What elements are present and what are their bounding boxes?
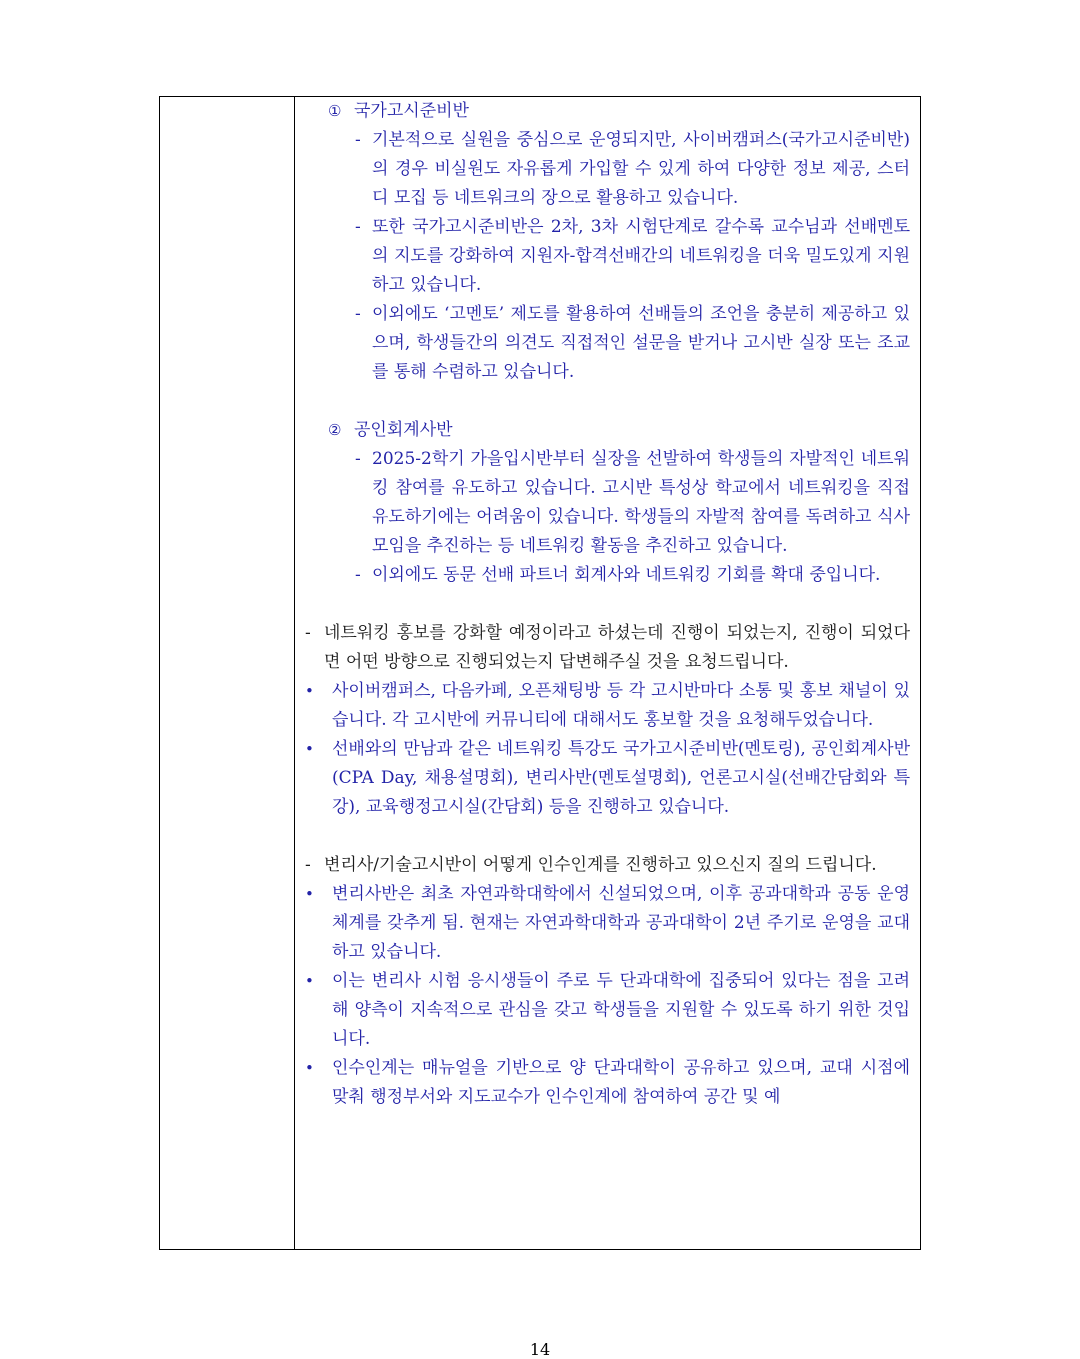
item-text: 또한 국가고시준비반은 2차, 3차 시험단계로 갈수록 교수님과 선배멘토의 지도를 강화하여 지원자-합격선배간의 네트워킹을 더욱 밀도있게 지원하고 있습니다.	[372, 217, 910, 295]
answer-text: 이는 변리사 시험 응시생들이 주로 두 단과대학에 집중되어 있다는 점을 고려해 양측이 지속적으로 관심을 갖고 학생들을 지원할 수 있도록 하기 위한 것입니다.	[332, 971, 910, 1049]
item-text: 2025-2학기 가을입시반부터 실장을 선발하여 학생들의 자발적인 네트워킹 참여를 유도하고 있습니다. 고시반 특성상 학교에서 네트워킹을 직접 유도하기에는 어려움이 있습니다. 학생들의 자발적 참여를 독려하고 식사 모임을 추진하는 등 네트워킹 활동을 추진하고 있습니다.	[372, 449, 910, 556]
answer-item	[295, 967, 920, 1054]
answer-item	[295, 677, 920, 735]
dash-mark: -	[355, 449, 361, 469]
bullet-mark: •	[305, 885, 314, 903]
dash-mark: -	[355, 565, 361, 585]
section-heading-exam-prep	[295, 97, 920, 126]
heading-number: ①	[328, 102, 342, 120]
question-text: 네트워킹 홍보를 강화할 예정이라고 하셨는데 진행이 되었는지, 진행이 되었다면 어떤 방향으로 진행되었는지 답변해주실 것을 요청드립니다.	[324, 623, 910, 672]
dash-mark: -	[355, 217, 361, 237]
spacer	[295, 387, 920, 416]
heading-number: ②	[328, 421, 342, 439]
table-left-column	[160, 97, 295, 1249]
answer-item	[295, 1054, 920, 1112]
list-item	[295, 126, 920, 213]
heading-text: 공인회계사반	[354, 420, 453, 440]
answer-text: 인수인계는 매뉴얼을 기반으로 양 단과대학이 공유하고 있으며, 교대 시점에 맞춰 행정부서와 지도교수가 인수인계에 참여하여 공간 및 예	[332, 1058, 910, 1107]
bullet-mark: •	[305, 682, 314, 700]
list-item	[295, 213, 920, 300]
document-table	[159, 96, 921, 1250]
question-promo	[295, 619, 920, 677]
page-number: 14	[529, 1340, 551, 1359]
dash-mark: -	[305, 855, 311, 875]
item-text: 기본적으로 실원을 중심으로 운영되지만, 사이버캠퍼스(국가고시준비반)의 경우 비실원도 자유롭게 가입할 수 있게 하여 다양한 정보 제공, 스터디 모집 등 네트워크의 장으로 활용하고 있습니다.	[372, 130, 910, 208]
spacer	[295, 822, 920, 851]
item-text: 이외에도 ‘고멘토’ 제도를 활용하여 선배들의 조언을 충분히 제공하고 있으며, 학생들간의 의견도 직접적인 설문을 받거나 고시반 실장 또는 조교를 통해 수렴하고 있습니다.	[372, 304, 910, 382]
table-right-column	[295, 97, 920, 1249]
dash-mark: -	[355, 130, 361, 150]
list-item	[295, 561, 920, 590]
answer-text: 변리사반은 최초 자연과학대학에서 신설되었으며, 이후 공과대학과 공동 운영 체계를 갖추게 됨. 현재는 자연과학대학과 공과대학이 2년 주기로 운영을 교대하고 있습니다.	[332, 884, 910, 962]
bullet-mark: •	[305, 740, 314, 758]
answer-item	[295, 735, 920, 822]
dash-mark: -	[355, 304, 361, 324]
answer-text: 선배와의 만남과 같은 네트워킹 특강도 국가고시준비반(멘토링), 공인회계사반(CPA Day, 채용설명회), 변리사반(멘토설명회), 언론고시실(선배간담회와 특강), 교육행정고시실(간담회) 등을 진행하고 있습니다.	[332, 739, 910, 817]
cell-content	[295, 97, 920, 1112]
answer-item	[295, 880, 920, 967]
list-item	[295, 445, 920, 561]
section-heading-cpa	[295, 416, 920, 445]
answer-text: 사이버캠퍼스, 다음카페, 오픈채팅방 등 각 고시반마다 소통 및 홍보 채널이 있습니다. 각 고시반에 커뮤니티에 대해서도 홍보할 것을 요청해두었습니다.	[332, 681, 910, 730]
item-text: 이외에도 동문 선배 파트너 회계사와 네트워킹 기회를 확대 중입니다.	[372, 565, 881, 585]
list-item	[295, 300, 920, 387]
bullet-mark: •	[305, 972, 314, 990]
question-text: 변리사/기술고시반이 어떻게 인수인계를 진행하고 있으신지 질의 드립니다.	[324, 855, 877, 875]
heading-text: 국가고시준비반	[354, 101, 469, 121]
question-patent	[295, 851, 920, 880]
dash-mark: -	[305, 623, 311, 643]
bullet-mark: •	[305, 1059, 314, 1077]
spacer	[295, 590, 920, 619]
